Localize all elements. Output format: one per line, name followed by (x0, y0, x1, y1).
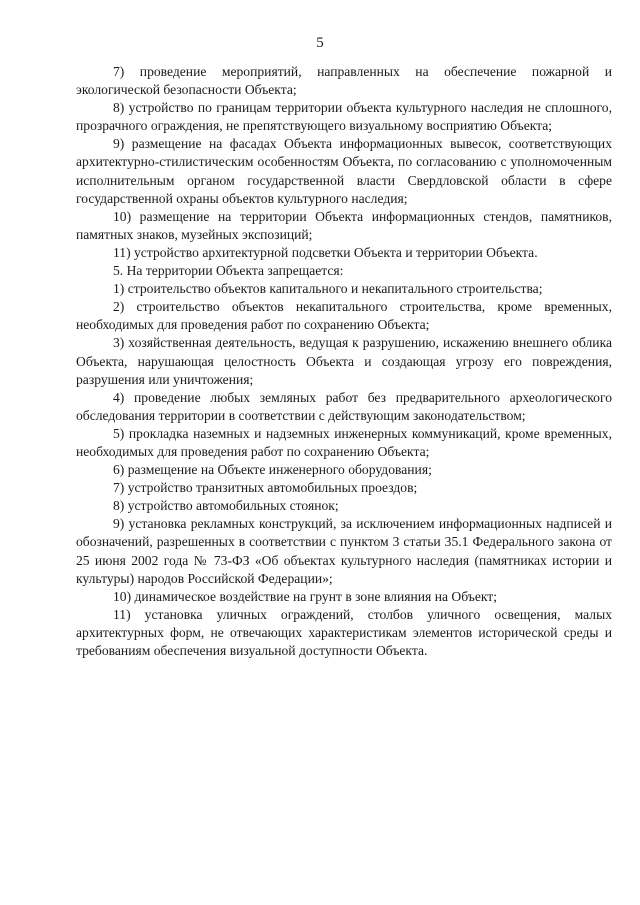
page-number: 5 (316, 35, 324, 51)
paragraph-item-8-fence: 8) устройство по границам территории объекта культурного наследия не сплошного, прозрачного ограждения, не препятствующего визуальному восприятию Объекта; (76, 100, 612, 134)
paragraph-prohibited-2: 2) строительство объектов некапитального строительства, кроме временных, необходимых для проведения работ по сохранению Объекта; (76, 299, 612, 333)
paragraph-prohibited-9: 9) установка рекламных конструкций, за исключением информационных надписей и обозначений, разрешенных в соответствии с пунктом 3 статьи 35.1 Федерального закона от 25 июня 2002 года № 73-ФЗ «Об объектах культурного наследия (памятниках истории и культуры) народов Российской Федерации»; (76, 516, 612, 586)
paragraph-prohibited-6: 6) размещение на Объекте инженерного оборудования; (113, 462, 432, 478)
paragraph-prohibited-10: 10) динамическое воздействие на грунт в зоне влияния на Объект; (113, 588, 497, 604)
paragraph-item-7-fire-safety: 7) проведение мероприятий, направленных на обеспечение пожарной и экологической безопасности Объекта; (76, 64, 612, 98)
paragraph-item-9-signage: 9) размещение на фасадах Объекта информационных вывесок, соответствующих архитектурно-стилистическим особенностям Объекта, по согласованию с уполномоченным исполнительным органом государственной власти Свердловской области в сфере государственной охраны объектов культурного наследия; (76, 136, 612, 206)
paragraph-prohibited-1: 1) строительство объектов капитального и некапитального строительства; (113, 281, 543, 297)
paragraph-prohibited-7: 7) устройство транзитных автомобильных проездов; (113, 480, 418, 496)
paragraph-prohibited-11: 11) установка уличных ограждений, столбов уличного освещения, малых архитектурных форм, не отвечающих характеристикам элементов исторической среды и требованиям обеспечения визуальной доступности Объекта. (76, 606, 612, 658)
document-body (76, 63, 612, 660)
paragraph-item-11-lighting: 11) устройство архитектурной подсветки Объекта и территории Объекта. (113, 244, 538, 260)
paragraph-section-5-heading: 5. На территории Объекта запрещается: (113, 263, 344, 279)
paragraph-prohibited-8: 8) устройство автомобильных стоянок; (113, 498, 339, 514)
paragraph-prohibited-5: 5) прокладка наземных и надземных инженерных коммуникаций, кроме временных, необходимых для проведения работ по сохранению Объекта; (76, 425, 612, 459)
paragraph-prohibited-3: 3) хозяйственная деятельность, ведущая к разрушению, искажению внешнего облика Объекта, нарушающая целостность Объекта и создающая угрозу его повреждения, разрушения или уничтожения; (76, 335, 612, 387)
paragraph-prohibited-4: 4) проведение любых земляных работ без предварительного археологического обследования территории в соответствии с действующим законодательством; (76, 389, 612, 423)
paragraph-item-10-stands: 10) размещение на территории Объекта информационных стендов, памятников, памятных знаков, музейных экспозиций; (76, 208, 612, 242)
